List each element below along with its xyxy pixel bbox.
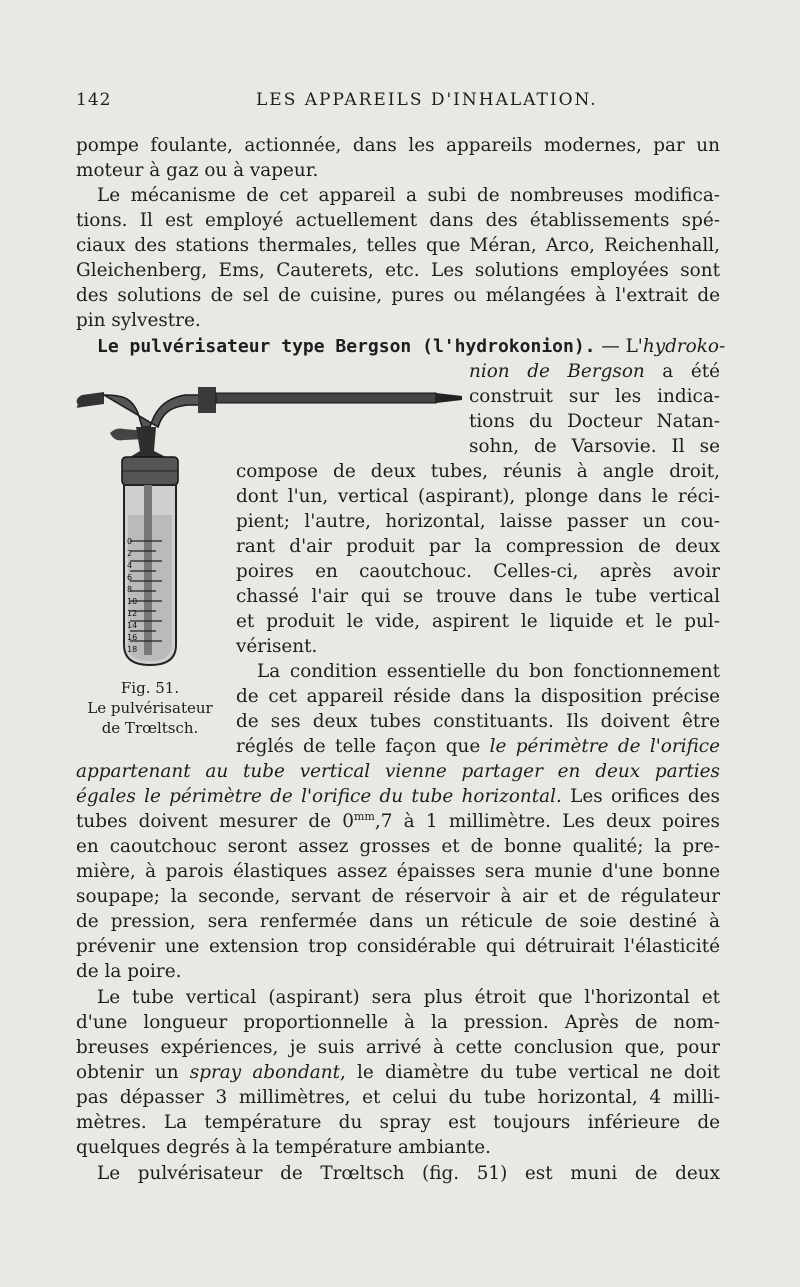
scale-mark-18: 18 bbox=[127, 645, 138, 654]
text-span: Les orifices des bbox=[561, 786, 720, 807]
text-line: de la poire. bbox=[76, 961, 182, 982]
tube-collar bbox=[198, 387, 216, 413]
text-line: tions. Il est employé actuellement dans des établissements spé- bbox=[76, 210, 720, 231]
figure-title-2: de Trœltsch. bbox=[101, 719, 199, 737]
y-connector bbox=[104, 395, 210, 427]
text-line: pin sylvestre. bbox=[76, 310, 201, 331]
scale-mark-4: 4 bbox=[127, 561, 133, 570]
scale-mark-16: 16 bbox=[127, 633, 138, 642]
text-line: pient; l'autre, horizontal, laisse passer un cou- bbox=[236, 511, 720, 532]
text-span: réglés de telle façon que bbox=[236, 736, 490, 757]
running-title: LES APPAREILS D'INHALATION. bbox=[256, 90, 598, 110]
text-span: a été bbox=[644, 361, 720, 382]
text-line bbox=[76, 784, 720, 809]
scale-mark-2: 2 bbox=[127, 549, 133, 558]
italic-span: égales le périmètre de l'orifice du tube horizontal. bbox=[76, 786, 562, 807]
text-line: de cet appareil réside dans la disposition précise bbox=[236, 686, 720, 707]
text-line: Le mécanisme de cet appareil a subi de nombreuses modifica- bbox=[97, 185, 720, 206]
scale-mark-8: 8 bbox=[127, 585, 133, 594]
text-line: de pression, sera renfermée dans un réticule de soie destiné à bbox=[76, 911, 720, 932]
figure-caption bbox=[70, 678, 230, 738]
text-line: soupape; la seconde, servant de réservoir à air et de régulateur bbox=[76, 886, 720, 907]
text-line: Le tube vertical (aspirant) sera plus étroit que l'horizontal et bbox=[97, 987, 720, 1008]
text-line: dont l'un, vertical (aspirant), plonge dans le réci- bbox=[236, 486, 720, 507]
text-line: pas dépasser 3 millimètres, et celui du tube horizontal, 4 milli- bbox=[76, 1087, 720, 1108]
section-heading-line bbox=[97, 334, 726, 359]
figure-title-1: Le pulvérisateur bbox=[87, 699, 213, 717]
text-line: Gleichenberg, Ems, Cauterets, etc. Les solutions employées sont bbox=[76, 260, 720, 281]
scale-mark-14: 14 bbox=[127, 621, 138, 630]
text-line: et produit le vide, aspirent le liquide et le pul- bbox=[236, 611, 720, 632]
text-line: des solutions de sel de cuisine, pures ou mélangées à l'extrait de bbox=[76, 285, 720, 306]
page-header bbox=[76, 90, 720, 118]
text-line: appartenant au tube vertical vienne partager en deux parties bbox=[76, 761, 720, 782]
section-heading: Le pulvérisateur type Bergson (l'hydrokonion). bbox=[97, 336, 596, 357]
text-line: vérisent. bbox=[236, 636, 318, 657]
text-line: ciaux des stations thermales, telles que Méran, Arco, Reichenhall, bbox=[76, 235, 720, 256]
text-line bbox=[76, 809, 720, 834]
text-line: poires en caoutchouc. Celles-ci, après avoir bbox=[236, 561, 720, 582]
text-span: obtenir un bbox=[76, 1062, 190, 1083]
text-line bbox=[469, 359, 720, 384]
sprayer-illustration bbox=[70, 365, 470, 680]
italic-span: spray abondant bbox=[189, 1062, 340, 1083]
text-span: tubes doivent mesurer de 0 bbox=[76, 811, 354, 832]
nozzle-left bbox=[77, 392, 104, 408]
figure-number: Fig. 51. bbox=[120, 679, 180, 697]
text-line: La condition essentielle du bon fonctionnement bbox=[257, 661, 720, 682]
horizontal-tube-tip bbox=[436, 393, 462, 403]
text-line: rant d'air produit par la compression de deux bbox=[236, 536, 720, 557]
text-line: moteur à gaz ou à vapeur. bbox=[76, 160, 319, 181]
italic-span: hydroko- bbox=[642, 336, 726, 357]
text-span: — L' bbox=[595, 336, 643, 357]
italic-span: le périmètre de l'orifice bbox=[489, 736, 720, 757]
scale-mark-6: 6 bbox=[127, 573, 133, 582]
text-line: breuses expériences, je suis arrivé à cette conclusion que, pour bbox=[76, 1037, 720, 1058]
text-line: chassé l'air qui se trouve dans le tube vertical bbox=[236, 586, 720, 607]
superscript: mm bbox=[353, 809, 375, 823]
italic-span: nion de Bergson bbox=[469, 361, 645, 382]
horizontal-tube bbox=[216, 393, 436, 403]
text-line: mètres. La température du spray est toujours inférieure de bbox=[76, 1112, 720, 1133]
text-line bbox=[76, 1060, 720, 1085]
text-line bbox=[236, 734, 720, 759]
text-line: tions du Docteur Natan- bbox=[469, 411, 720, 432]
text-line: de ses deux tubes constituants. Ils doivent être bbox=[236, 711, 720, 732]
text-span: , le diamètre du tube vertical ne doit bbox=[339, 1062, 720, 1083]
text-line: mière, à parois élastiques assez épaisses sera munie d'une bonne bbox=[76, 861, 720, 882]
text-line: compose de deux tubes, réunis à angle droit, bbox=[236, 461, 720, 482]
scale-mark-12: 12 bbox=[127, 609, 138, 618]
text-line: d'une longueur proportionnelle à la pression. Après de nom- bbox=[76, 1012, 720, 1033]
text-line: prévenir une extension trop considérable qui détruirait l'élasticité bbox=[76, 936, 720, 957]
text-line: sohn, de Varsovie. Il se bbox=[469, 436, 720, 457]
text-line: en caoutchouc seront assez grosses et de bonne qualité; la pre- bbox=[76, 836, 720, 857]
text-span: ,7 à 1 millimètre. Les deux poires bbox=[374, 811, 720, 832]
text-line: construit sur les indica- bbox=[469, 386, 720, 407]
text-line: pompe foulante, actionnée, dans les appareils modernes, par un bbox=[76, 135, 720, 156]
scale-mark-10: 10 bbox=[127, 597, 138, 606]
page-number: 142 bbox=[76, 90, 112, 110]
scale-mark-0: 0 bbox=[127, 537, 133, 546]
text-line: Le pulvérisateur de Trœltsch (fig. 51) est muni de deux bbox=[97, 1163, 720, 1184]
text-line: quelques degrés à la température ambiante. bbox=[76, 1137, 491, 1158]
